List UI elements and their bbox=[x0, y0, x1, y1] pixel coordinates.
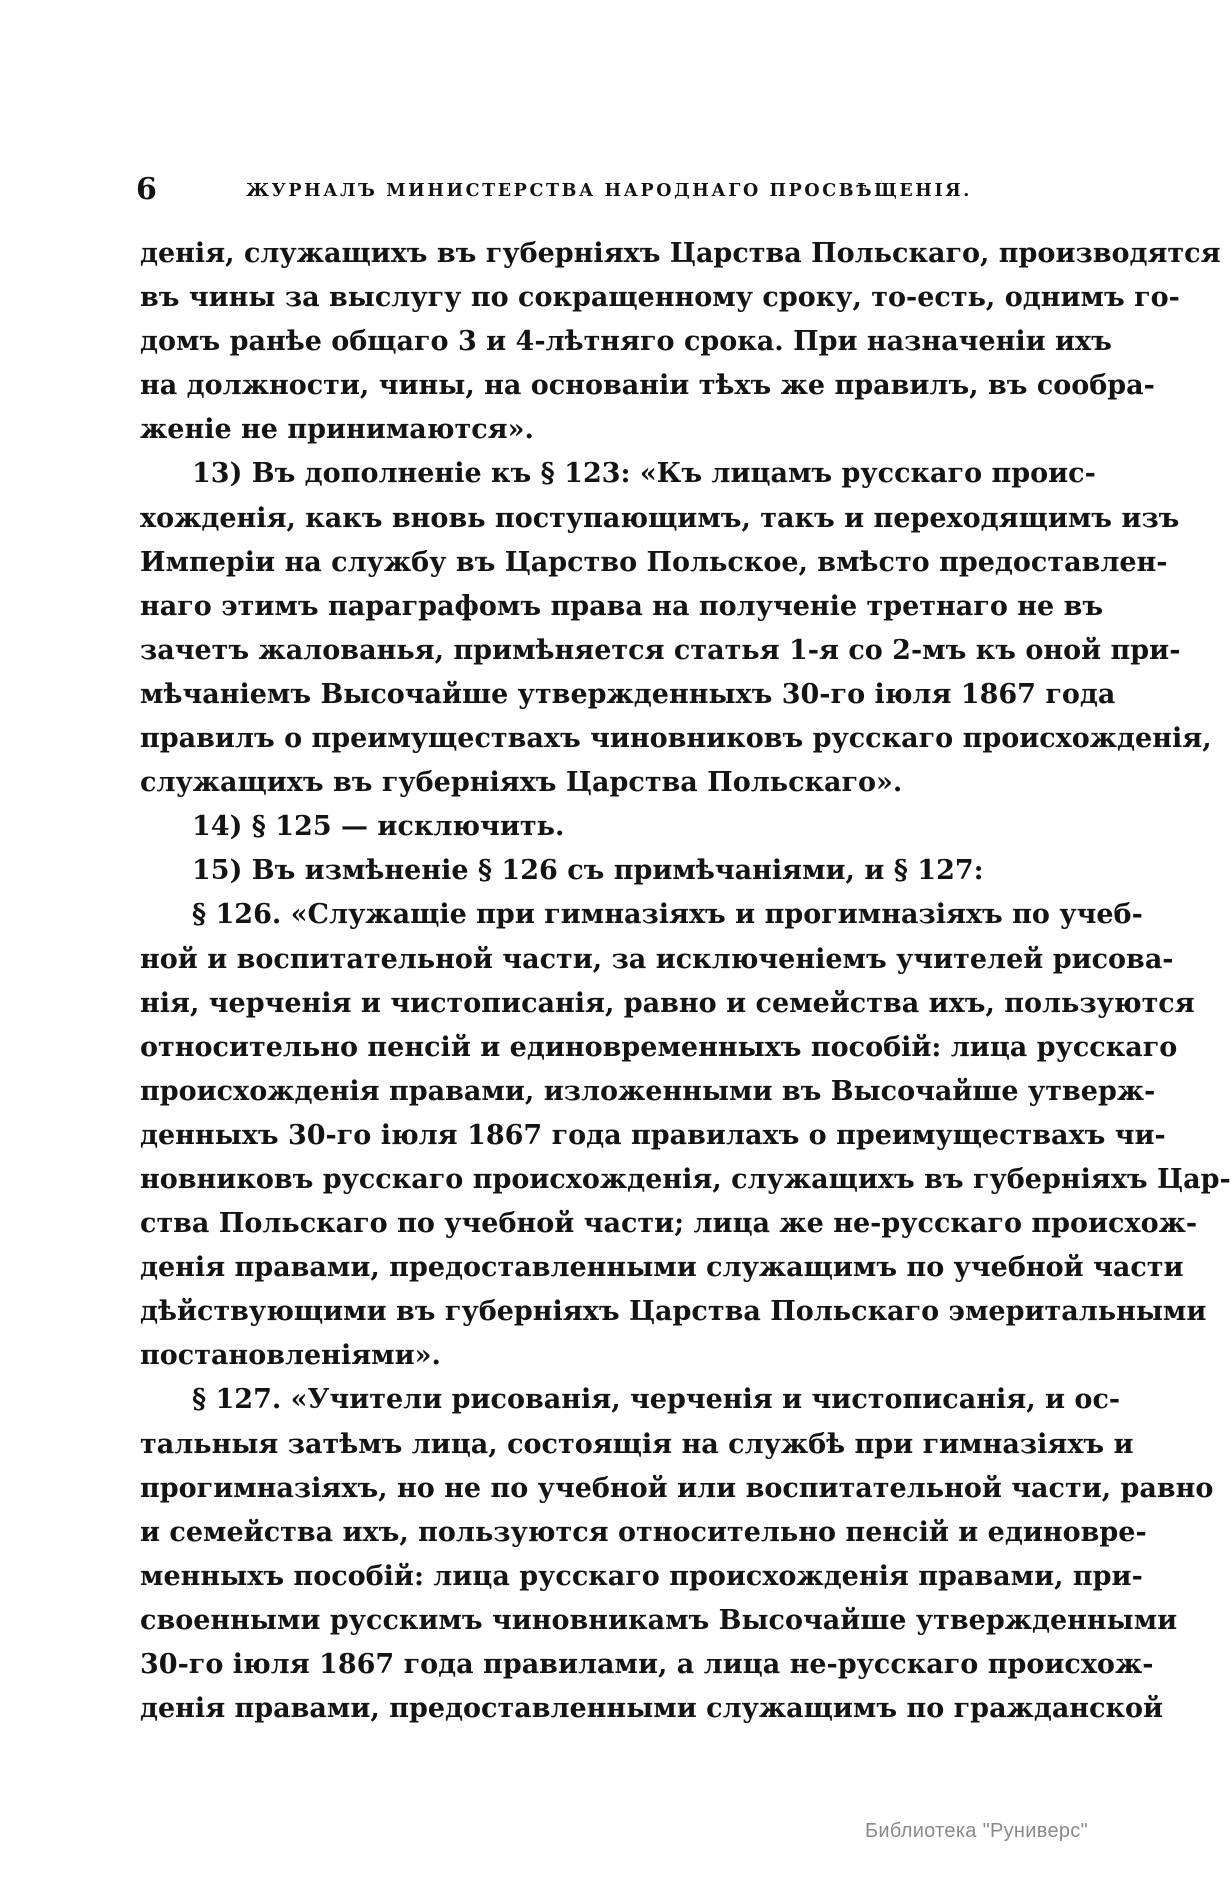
text-line: ства Польскаго по учебной части; лица же не-русскаго происхож- bbox=[140, 1208, 1198, 1240]
page-header bbox=[136, 170, 1056, 210]
text-line: 13) Въ дополненіе къ § 123: «Къ лицамъ русскаго проис- bbox=[192, 458, 1096, 490]
running-title: ЖУРНАЛЪ МИНИСТЕРСТВА НАРОДНАГО ПРОСВѢЩЕНІЯ. bbox=[246, 181, 972, 201]
text-line: денія, служащихъ въ губерніяхъ Царства Польскаго, производятся bbox=[140, 238, 1221, 269]
text-line: мѣчаніемъ Высочайше утвержденныхъ 30-го іюля 1867 года bbox=[140, 678, 1116, 710]
text-line: денія правами, предоставленными служащимъ по учебной части bbox=[140, 1252, 1184, 1284]
text-line: новниковъ русскаго происхожденія, служащихъ въ губерніяхъ Цар- bbox=[140, 1163, 1231, 1195]
text-line: хожденія, какъ вновь поступающимъ, такъ и переходящимъ изъ bbox=[140, 502, 1180, 534]
text-line: 30-го іюля 1867 года правилами, а лица не-русскаго происхож- bbox=[140, 1649, 1154, 1680]
text-line: правилъ о преимуществахъ чиновниковъ русскаго происхожденія, bbox=[140, 723, 1212, 755]
text-line: денныхъ 30-го іюля 1867 года правилахъ о преимуществахъ чи- bbox=[140, 1119, 1166, 1151]
text-line: денія правами, предоставленными служащимъ по гражданской bbox=[140, 1693, 1164, 1725]
text-line: постановленіями». bbox=[140, 1340, 441, 1372]
library-watermark: Библиотека "Руниверс" bbox=[864, 1820, 1088, 1842]
page-number: 6 bbox=[136, 172, 157, 207]
text-line: зачетъ жалованья, примѣняется статья 1-я со 2-мъ къ оной при- bbox=[140, 634, 1181, 666]
text-line: § 126. «Служащіе при гимназіяхъ и прогимназіяхъ по учеб- bbox=[192, 899, 1143, 931]
text-line: Имперіи на службу въ Царство Польское, вмѣсто предоставлен- bbox=[140, 546, 1168, 578]
text-line: своенными русскимъ чиновникамъ Высочайше утвержденными bbox=[140, 1604, 1178, 1636]
text-line: дѣйствующими въ губерніяхъ Царства Польскаго эмеритальными bbox=[140, 1296, 1207, 1328]
text-line: на должности, чины, на основаніи тѣхъ же правилъ, въ сообра- bbox=[140, 370, 1155, 402]
text-line: служащихъ въ губерніяхъ Царства Польскаго». bbox=[140, 767, 903, 799]
text-line: ной и воспитательной части, за исключеніемъ учителей рисова- bbox=[140, 943, 1174, 975]
body-text bbox=[140, 232, 1231, 1731]
text-line: нія, черченія и чистописанія, равно и семейства ихъ, пользуются bbox=[140, 987, 1195, 1019]
text-line: § 127. «Учители рисованія, черченія и чистописанія, и ос- bbox=[192, 1384, 1121, 1416]
text-line: 15) Въ измѣненіе § 126 съ примѣчаніями, и § 127: bbox=[192, 855, 984, 887]
text-line: относительно пенсій и единовременныхъ пособій: лица русскаго bbox=[140, 1031, 1178, 1063]
text-line: въ чины за выслугу по сокращенному сроку, то-есть, однимъ го- bbox=[140, 282, 1180, 314]
text-line: прогимназіяхъ, но не по учебной или воспитательной части, равно bbox=[140, 1472, 1214, 1504]
text-line: менныхъ пособій: лица русскаго происхожденія правами, при- bbox=[140, 1560, 1143, 1592]
text-line: и семейства ихъ, пользуются относительно пенсій и единовре- bbox=[140, 1516, 1147, 1548]
text-line: наго этимъ параграфомъ права на полученіе третнаго не въ bbox=[140, 590, 1104, 622]
text-line: домъ ранѣе общаго 3 и 4-лѣтняго срока. При назначеніи ихъ bbox=[140, 326, 1112, 358]
text-line: тальныя затѣмъ лица, состоящія на службѣ при гимназіяхъ и bbox=[140, 1428, 1134, 1460]
text-line: женіе не принимаются». bbox=[140, 414, 534, 446]
text-line: происхожденія правами, изложенными въ Высочайше утверж- bbox=[140, 1075, 1156, 1107]
text-line: 14) § 125 — исключить. bbox=[192, 811, 565, 843]
